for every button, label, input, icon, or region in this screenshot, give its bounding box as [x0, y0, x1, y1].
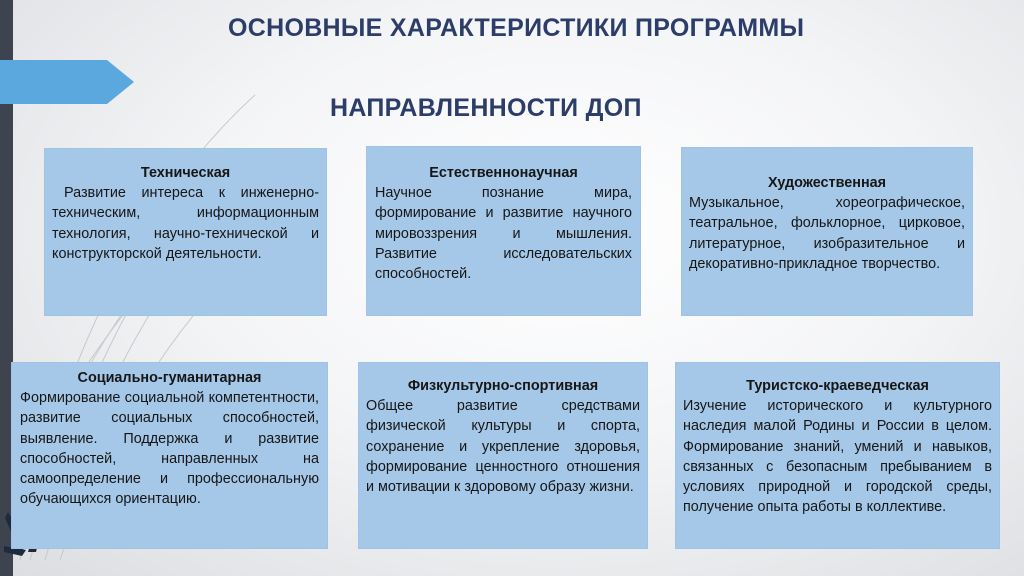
page-title-line-2: НАПРАВЛЕННОСТИ ДОП: [330, 94, 642, 122]
card-technical: [44, 148, 327, 316]
card-tourism-local-history: [675, 362, 1000, 549]
card-natural-science: [366, 146, 641, 316]
page-title-line-1: ОСНОВНЫЕ ХАРАКТЕРИСТИКИ ПРОГРАММЫ: [228, 14, 805, 42]
card-title: Физкультурно-спортивная: [407, 378, 599, 394]
arrow-banner: [0, 60, 134, 104]
card-title: Художественная: [767, 175, 887, 191]
card-title: Техническая: [140, 165, 231, 181]
card-body: Научное познание мира, формирование и развитие научного мировоззрения и мышления. Развитие исследовательских способностей.: [375, 185, 632, 283]
card-body: Развитие интереса к инженерно-техническим, информационным технология, научно-технической и конструкторской деятельности.: [52, 185, 319, 262]
card-social-humanitarian: [11, 362, 328, 549]
card-body: Формирование социальной компетентности, развитие социальных способностей, выявление. Поддержка и развитие способностей, направленных на самоопределение и профессиональную обучающихся ориентацию.: [20, 390, 319, 508]
card-body: Общее развитие средствами физической культуры и спорта, сохранение и укрепление здоровья, формирование ценностного отношения и мотивации к здоровому образу жизни.: [366, 398, 640, 496]
card-artistic: [681, 147, 973, 316]
card-body: Изучение исторического и культурного наследия малой Родины и России в целом. Формирование знаний, умений и навыков, связанных с безопасным пребыванием в условиях природной и городской среды, получение опыта работы в коллективе.: [683, 398, 992, 516]
card-title: Туристско-краеведческая: [746, 378, 929, 394]
card-title: Естественнонаучная: [429, 165, 578, 181]
card-sports: [358, 362, 648, 549]
card-body: Музыкальное, хореографическое, театральное, фольклорное, цирковое, литературное, изобразительное и декоративно-прикладное творчество.: [689, 195, 965, 272]
card-title: Социально-гуманитарная: [77, 370, 262, 386]
